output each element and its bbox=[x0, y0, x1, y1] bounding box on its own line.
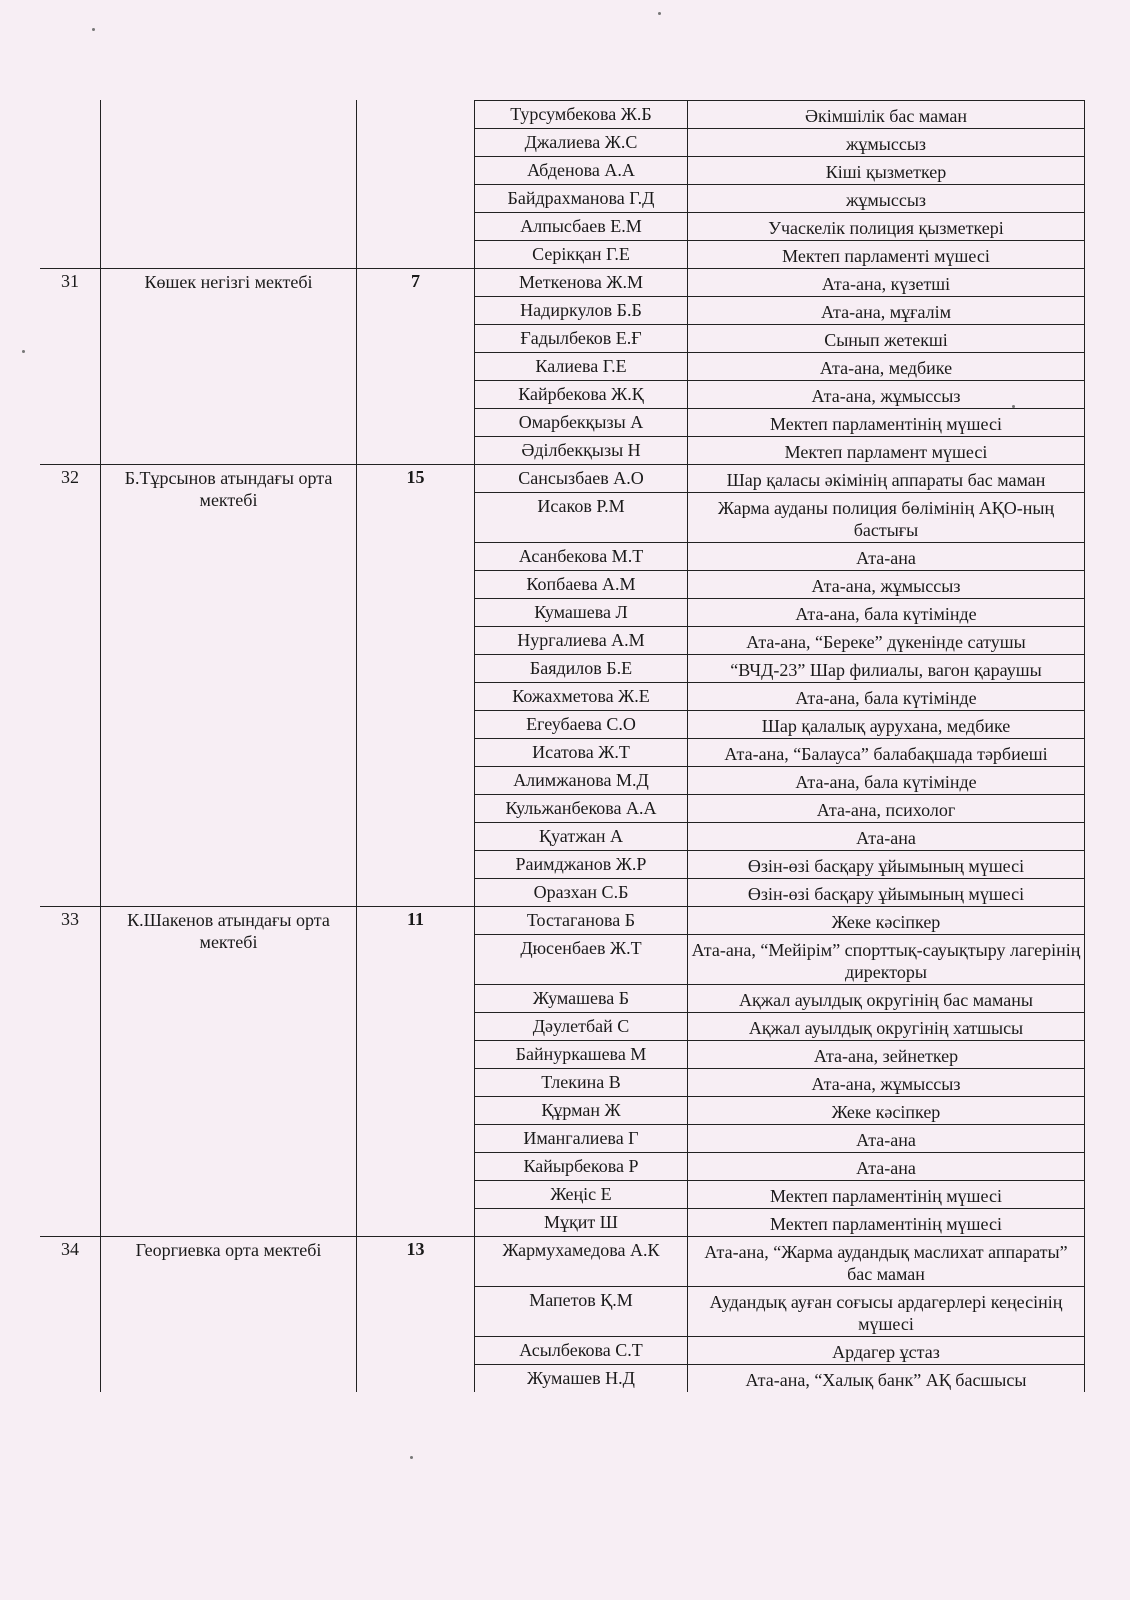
member-row bbox=[475, 822, 1085, 850]
member-name: Алпысбаев Е.М bbox=[520, 216, 642, 236]
member-role: Ата-ана, күзетші bbox=[687, 269, 1085, 296]
row-number: 31 bbox=[61, 271, 79, 291]
member-row bbox=[475, 794, 1085, 822]
member-name: Байдрахманова Г.Д bbox=[507, 188, 655, 208]
member-name: Байнуркашева М bbox=[515, 1044, 647, 1064]
member-role: Ата-ана, “Балауса” балабақшада тәрбиеші bbox=[687, 739, 1085, 766]
member-row bbox=[475, 710, 1085, 738]
member-role: Ата-ана, медбике bbox=[687, 353, 1085, 380]
member-row bbox=[475, 542, 1085, 570]
member-role: Жарма ауданы полиция бөлімінің АҚО-ның бастығы bbox=[687, 493, 1085, 542]
scan-speck bbox=[410, 1456, 413, 1459]
member-row bbox=[475, 1364, 1085, 1392]
member-name: Исаков Р.М bbox=[537, 496, 625, 516]
member-row bbox=[475, 492, 1085, 542]
member-name: Кумашева Л bbox=[534, 602, 628, 622]
member-role: Мектеп парламентінің мүшесі bbox=[687, 1209, 1085, 1236]
school-group bbox=[40, 465, 1085, 907]
school-group bbox=[40, 269, 1085, 465]
member-role: Ата-ана bbox=[687, 1153, 1085, 1180]
member-list bbox=[474, 1237, 1085, 1392]
member-role: Ата-ана, жұмыссыз bbox=[687, 381, 1085, 408]
member-name: Кожахметова Ж.Е bbox=[512, 686, 650, 706]
member-role: Жеке кәсіпкер bbox=[687, 907, 1085, 934]
school-name: К.Шакенов атындағы орта мектебі bbox=[100, 907, 356, 1236]
member-name: Абденова А.А bbox=[527, 160, 635, 180]
member-row bbox=[475, 570, 1085, 598]
member-role: Мектеп парламентінің мүшесі bbox=[687, 1181, 1085, 1208]
member-row bbox=[475, 1286, 1085, 1336]
member-role: Өзін-өзі басқару ұйымының мүшесі bbox=[687, 851, 1085, 878]
member-row bbox=[475, 682, 1085, 710]
member-role: Ата-ана, “Мейірім” спорттық-сауықтыру лагерінің директоры bbox=[687, 935, 1085, 984]
member-name: Асанбекова М.Т bbox=[518, 546, 644, 566]
member-name: Қуатжан А bbox=[539, 826, 623, 846]
member-name: Раимджанов Ж.Р bbox=[515, 854, 647, 874]
member-role: Сынып жетекші bbox=[687, 325, 1085, 352]
member-role: Ата-ана, бала күтімінде bbox=[687, 599, 1085, 626]
member-name: Имангалиева Г bbox=[523, 1128, 639, 1148]
member-name: Дәулетбай С bbox=[532, 1016, 630, 1036]
member-row bbox=[475, 626, 1085, 654]
member-name: Оразхан С.Б bbox=[533, 882, 629, 902]
member-row bbox=[475, 907, 1085, 934]
member-role: Ата-ана, зейнеткер bbox=[687, 1041, 1085, 1068]
member-name: Меткенова Ж.М bbox=[519, 272, 643, 292]
member-role: жұмыссыз bbox=[687, 129, 1085, 156]
member-row bbox=[475, 654, 1085, 682]
member-count: 7 bbox=[356, 269, 474, 464]
member-row bbox=[475, 598, 1085, 626]
member-role: Ата-ана, бала күтімінде bbox=[687, 683, 1085, 710]
member-role: Мектеп парламент мүшесі bbox=[687, 437, 1085, 464]
member-role: Ата-ана, мұғалім bbox=[687, 297, 1085, 324]
school-name: Б.Тұрсынов атындағы орта мектебі bbox=[100, 465, 356, 906]
member-count: 13 bbox=[356, 1237, 474, 1392]
member-row bbox=[475, 878, 1085, 906]
member-name: Мұқит Ш bbox=[544, 1212, 618, 1232]
member-role: Ардагер ұстаз bbox=[687, 1337, 1085, 1364]
member-row bbox=[475, 1237, 1085, 1286]
member-role: Ата-ана bbox=[687, 823, 1085, 850]
school-group bbox=[40, 1237, 1085, 1392]
school-group bbox=[40, 100, 1085, 269]
member-row bbox=[475, 100, 1085, 128]
member-name: Надиркулов Б.Б bbox=[520, 300, 642, 320]
member-name: Сансызбаев А.О bbox=[518, 468, 644, 488]
member-row bbox=[475, 212, 1085, 240]
member-name: Джалиева Ж.С bbox=[524, 132, 638, 152]
member-row bbox=[475, 1180, 1085, 1208]
member-name: Әділбекқызы Н bbox=[521, 440, 641, 460]
member-role: Ата-ана, “Халық банк” АҚ басшысы bbox=[687, 1365, 1085, 1392]
member-name: Құрман Ж bbox=[541, 1100, 621, 1120]
member-row bbox=[475, 352, 1085, 380]
member-role: “ВЧД-23” Шар филиалы, вагон қараушы bbox=[687, 655, 1085, 682]
member-list bbox=[474, 465, 1085, 906]
member-row bbox=[475, 380, 1085, 408]
member-row bbox=[475, 1068, 1085, 1096]
school-name: Көшек негізгі мектебі bbox=[100, 269, 356, 464]
member-name: Жеңіс Е bbox=[550, 1184, 612, 1204]
member-role: Ата-ана bbox=[687, 543, 1085, 570]
member-row bbox=[475, 1096, 1085, 1124]
member-row bbox=[475, 128, 1085, 156]
member-name: Омарбекқызы А bbox=[518, 412, 644, 432]
members-table bbox=[40, 100, 1085, 1392]
member-count: 15 bbox=[356, 465, 474, 906]
row-number bbox=[40, 100, 100, 268]
member-row bbox=[475, 465, 1085, 492]
member-name: Баядилов Б.Е bbox=[529, 658, 633, 678]
member-row bbox=[475, 766, 1085, 794]
member-row bbox=[475, 1208, 1085, 1236]
member-role: Ата-ана, бала күтімінде bbox=[687, 767, 1085, 794]
school-name bbox=[100, 100, 356, 268]
member-role: Мектеп парламентінің мүшесі bbox=[687, 409, 1085, 436]
member-role: Аудандық ауған соғысы ардагерлері кеңесінің мүшесі bbox=[687, 1287, 1085, 1336]
member-count: 11 bbox=[356, 907, 474, 1236]
member-row bbox=[475, 436, 1085, 464]
member-role: Шар қалалық аурухана, медбике bbox=[687, 711, 1085, 738]
member-role: Ата-ана bbox=[687, 1125, 1085, 1152]
member-name: Турсумбекова Ж.Б bbox=[510, 104, 652, 124]
member-name: Егеубаева С.О bbox=[526, 714, 636, 734]
scan-speck bbox=[1012, 405, 1015, 408]
member-role: Өзін-өзі басқару ұйымының мүшесі bbox=[687, 879, 1085, 906]
member-name: Исатова Ж.Т bbox=[532, 742, 630, 762]
member-row bbox=[475, 1012, 1085, 1040]
row-number: 34 bbox=[61, 1239, 79, 1259]
member-name: Жумашева Б bbox=[532, 988, 630, 1008]
member-name: Жармухамедова А.К bbox=[502, 1240, 660, 1260]
member-role: Мектеп парламенті мүшесі bbox=[687, 241, 1085, 268]
scan-speck bbox=[22, 350, 25, 353]
member-role: Ата-ана, жұмыссыз bbox=[687, 571, 1085, 598]
member-name: Асылбекова С.Т bbox=[519, 1340, 643, 1360]
scan-speck bbox=[92, 28, 95, 31]
member-name: Алимжанова М.Д bbox=[513, 770, 649, 790]
member-list bbox=[474, 907, 1085, 1236]
school-group bbox=[40, 907, 1085, 1237]
member-name: Нургалиева А.М bbox=[517, 630, 645, 650]
member-role: Әкімшілік бас маман bbox=[687, 101, 1085, 128]
member-row bbox=[475, 184, 1085, 212]
member-name: Серікқан Г.Е bbox=[532, 244, 630, 264]
row-number: 32 bbox=[61, 467, 79, 487]
member-role: Кіші қызметкер bbox=[687, 157, 1085, 184]
member-role: Шар қаласы әкімінің аппараты бас маман bbox=[687, 465, 1085, 492]
member-row bbox=[475, 984, 1085, 1012]
member-name: Кайрбекова Ж.Қ bbox=[518, 384, 644, 404]
member-list bbox=[474, 269, 1085, 464]
member-role: Ақжал ауылдық округінің хатшысы bbox=[687, 1013, 1085, 1040]
member-role: Ата-ана, “Береке” дүкенінде сатушы bbox=[687, 627, 1085, 654]
member-name: Тостаганова Б bbox=[526, 910, 636, 930]
member-row bbox=[475, 738, 1085, 766]
member-role: Ата-ана, психолог bbox=[687, 795, 1085, 822]
member-row bbox=[475, 408, 1085, 436]
member-row bbox=[475, 324, 1085, 352]
member-row bbox=[475, 934, 1085, 984]
member-row bbox=[475, 1152, 1085, 1180]
member-role: Ақжал ауылдық округінің бас маманы bbox=[687, 985, 1085, 1012]
scan-speck bbox=[658, 12, 661, 15]
member-row bbox=[475, 850, 1085, 878]
member-role: Жеке кәсіпкер bbox=[687, 1097, 1085, 1124]
member-row bbox=[475, 156, 1085, 184]
row-number: 33 bbox=[61, 909, 79, 929]
member-role: Учаскелік полиция қызметкері bbox=[687, 213, 1085, 240]
member-role: Ата-ана, жұмыссыз bbox=[687, 1069, 1085, 1096]
member-name: Копбаева А.М bbox=[526, 574, 636, 594]
member-name: Тлекина В bbox=[541, 1072, 621, 1092]
member-name: Жумашев Н.Д bbox=[527, 1368, 635, 1388]
member-row bbox=[475, 1124, 1085, 1152]
member-name: Кайырбекова Р bbox=[523, 1156, 639, 1176]
member-row bbox=[475, 240, 1085, 268]
member-name: Калиева Г.Е bbox=[535, 356, 627, 376]
member-list bbox=[474, 100, 1085, 268]
member-name: Мапетов Қ.М bbox=[529, 1290, 633, 1310]
school-name: Георгиевка орта мектебі bbox=[100, 1237, 356, 1392]
member-count bbox=[356, 100, 474, 268]
member-role: жұмыссыз bbox=[687, 185, 1085, 212]
member-row bbox=[475, 1336, 1085, 1364]
member-row bbox=[475, 269, 1085, 296]
member-name: Кульжанбекова А.А bbox=[505, 798, 657, 818]
member-name: Дюсенбаев Ж.Т bbox=[520, 938, 642, 958]
member-name: Ғадылбеков Е.Ғ bbox=[520, 328, 642, 348]
member-row bbox=[475, 296, 1085, 324]
member-role: Ата-ана, “Жарма аудандық маслихат аппараты” бас маман bbox=[687, 1237, 1085, 1286]
member-row bbox=[475, 1040, 1085, 1068]
